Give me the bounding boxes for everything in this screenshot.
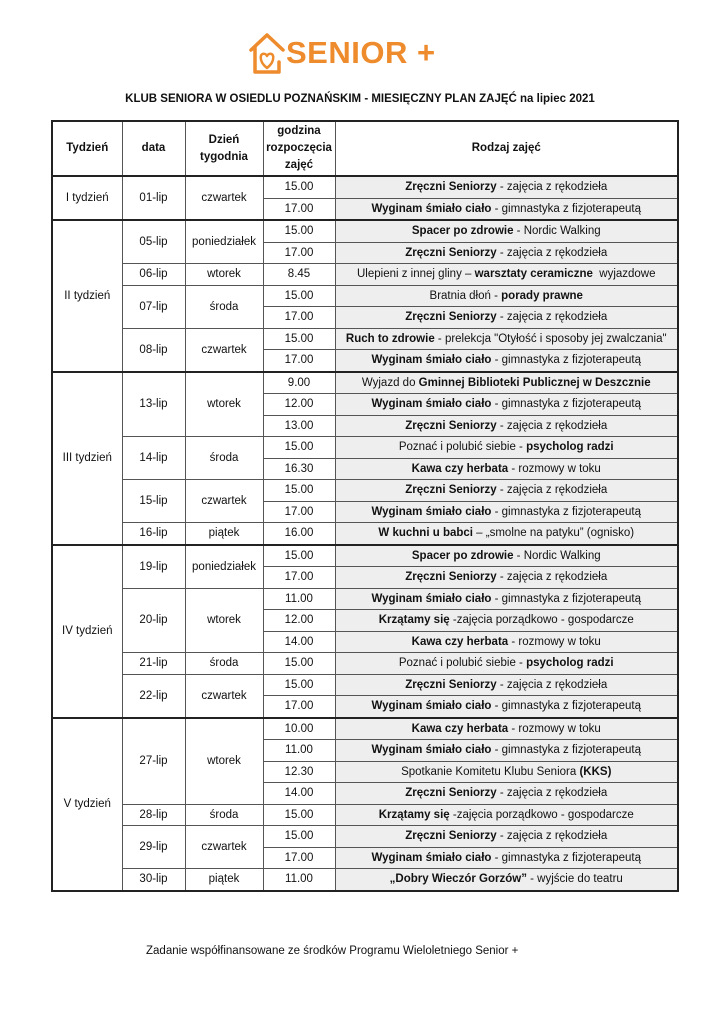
time-cell: 17.00 xyxy=(263,350,335,372)
date-cell: 19-lip xyxy=(122,545,185,589)
activity-cell xyxy=(335,285,678,307)
time-cell: 17.00 xyxy=(263,307,335,329)
time-cell: 17.00 xyxy=(263,501,335,523)
time-cell: 15.00 xyxy=(263,220,335,242)
table-row xyxy=(52,285,678,307)
activity-title: Zręczni Seniorzy xyxy=(405,787,497,800)
activity-title: Kawa czy herbata xyxy=(411,635,509,648)
activity-title: Wyginam śmiało ciało xyxy=(371,744,492,757)
activity-title: (KKS) xyxy=(579,765,612,778)
activity-title: warsztaty ceramiczne xyxy=(474,268,593,281)
activity-title: Zręczni Seniorzy xyxy=(405,830,497,843)
weekday-cell: wtorek xyxy=(185,718,263,805)
activity-title: Wyginam śmiało ciało xyxy=(371,592,492,605)
activity-title: Krzątamy się xyxy=(378,808,450,821)
week-cell: V tydzień xyxy=(52,718,122,891)
time-cell: 16.00 xyxy=(263,523,335,545)
header-activity: Rodzaj zajęć xyxy=(335,121,678,176)
activity-title: Wyginam śmiało ciało xyxy=(371,851,492,864)
activity-title: Kawa czy herbata xyxy=(411,462,509,475)
activity-title: Zręczni Seniorzy xyxy=(405,246,497,259)
activity-cell xyxy=(335,328,678,350)
time-cell: 13.00 xyxy=(263,415,335,437)
activity-cell xyxy=(335,783,678,805)
activity-title: Wyginam śmiało ciało xyxy=(371,202,492,215)
time-cell: 12.00 xyxy=(263,610,335,632)
activity-description: – „smolne na patyku” (ognisko) xyxy=(472,527,635,540)
activity-description: - gimnastyka z fizjoterapeutą xyxy=(491,744,641,757)
weekday-cell: czwartek xyxy=(185,176,263,220)
activity-cell xyxy=(335,480,678,502)
activity-title: Gminnej Biblioteki Publicznej w Deszcznie xyxy=(418,376,651,389)
weekday-cell: czwartek xyxy=(185,826,263,869)
table-row xyxy=(52,653,678,675)
activity-cell xyxy=(335,176,678,198)
weekday-cell: środa xyxy=(185,437,263,480)
time-cell: 11.00 xyxy=(263,588,335,610)
table-row xyxy=(52,372,678,394)
activity-description: - rozmowy w toku xyxy=(508,635,601,648)
page-title: KLUB SENIORA W OSIEDLU POZNAŃSKIM - MIESIĘCZNY PLAN ZAJĘĆ na lipiec 2021 xyxy=(125,93,595,105)
time-cell: 17.00 xyxy=(263,198,335,220)
senior-plus-logo xyxy=(248,28,478,78)
activity-description: - gimnastyka z fizjoterapeutą xyxy=(491,202,641,215)
date-cell: 07-lip xyxy=(122,285,185,328)
time-cell: 15.00 xyxy=(263,285,335,307)
weekday-cell: wtorek xyxy=(185,588,263,653)
time-cell: 15.00 xyxy=(263,480,335,502)
activity-title: Zręczni Seniorzy xyxy=(405,181,497,194)
activity-cell xyxy=(335,523,678,545)
activity-prefix: Wyjazd do xyxy=(361,376,419,389)
activity-description: - zajęcia z rękodzieła xyxy=(496,787,608,800)
date-cell: 15-lip xyxy=(122,480,185,523)
activity-title: Zręczni Seniorzy xyxy=(405,484,497,497)
activity-title: Wyginam śmiało ciało xyxy=(371,505,492,518)
activity-cell xyxy=(335,220,678,242)
activity-title: W kuchni u babci xyxy=(378,527,473,540)
activity-cell xyxy=(335,198,678,220)
activity-description: - Nordic Walking xyxy=(513,549,601,562)
activity-cell xyxy=(335,350,678,372)
date-cell: 14-lip xyxy=(122,437,185,480)
activity-cell xyxy=(335,437,678,459)
activity-prefix: Bratnia dłoń - xyxy=(429,289,502,302)
weekday-cell: wtorek xyxy=(185,264,263,286)
time-cell: 17.00 xyxy=(263,242,335,264)
weekday-cell: środa xyxy=(185,653,263,675)
date-cell: 29-lip xyxy=(122,826,185,869)
time-cell: 8.45 xyxy=(263,264,335,286)
activity-title: Zręczni Seniorzy xyxy=(405,311,497,324)
time-cell: 14.00 xyxy=(263,783,335,805)
activity-cell xyxy=(335,826,678,848)
table-row xyxy=(52,264,678,286)
activity-title: Kawa czy herbata xyxy=(411,722,509,735)
activity-description: - zajęcia z rękodzieła xyxy=(496,571,608,584)
time-cell: 16.30 xyxy=(263,458,335,480)
time-cell: 14.00 xyxy=(263,631,335,653)
activity-description: - zajęcia z rękodzieła xyxy=(496,678,608,691)
weekday-cell: czwartek xyxy=(185,480,263,523)
activity-cell xyxy=(335,696,678,718)
activity-prefix: Poznać i polubić siebie - xyxy=(398,657,527,670)
table-header xyxy=(52,121,678,176)
activity-cell xyxy=(335,394,678,416)
activity-description: - Nordic Walking xyxy=(513,225,601,238)
activity-title: Wyginam śmiało ciało xyxy=(371,354,492,367)
activity-description: - zajęcia z rękodzieła xyxy=(496,419,608,432)
table-row xyxy=(52,176,678,198)
logo-text: SENIOR + xyxy=(286,35,436,70)
time-cell: 12.30 xyxy=(263,761,335,783)
activity-title: Spacer po zdrowie xyxy=(411,225,514,238)
date-cell: 13-lip xyxy=(122,372,185,437)
activity-description: - zajęcia z rękodzieła xyxy=(496,311,608,324)
activity-cell xyxy=(335,847,678,869)
time-cell: 15.00 xyxy=(263,328,335,350)
weekday-cell: wtorek xyxy=(185,372,263,437)
activity-cell xyxy=(335,264,678,286)
activity-description: wyjazdowe xyxy=(592,268,656,281)
table-row xyxy=(52,826,678,848)
activity-title: Krzątamy się xyxy=(378,614,450,627)
table-row xyxy=(52,480,678,502)
activity-description: - gimnastyka z fizjoterapeutą xyxy=(491,700,641,713)
activity-cell xyxy=(335,545,678,567)
activity-prefix: Spotkanie Komitetu Klubu Seniora xyxy=(401,765,580,778)
activity-description: -zajęcia porządkowo - gospodarcze xyxy=(449,808,634,821)
weekday-cell: czwartek xyxy=(185,328,263,372)
time-cell: 15.00 xyxy=(263,437,335,459)
activity-cell xyxy=(335,740,678,762)
activity-cell xyxy=(335,653,678,675)
header-week: Tydzień xyxy=(52,121,122,176)
activity-title: Zręczni Seniorzy xyxy=(405,678,497,691)
weekday-cell: czwartek xyxy=(185,674,263,718)
table-row xyxy=(52,523,678,545)
activity-cell xyxy=(335,718,678,740)
activity-title: Ruch to zdrowie xyxy=(345,332,435,345)
table-row xyxy=(52,869,678,891)
activity-title: Wyginam śmiało ciało xyxy=(371,398,492,411)
date-cell: 30-lip xyxy=(122,869,185,891)
table-body xyxy=(52,176,678,891)
date-cell: 06-lip xyxy=(122,264,185,286)
time-cell: 17.00 xyxy=(263,567,335,589)
activity-title: porady prawne xyxy=(501,289,583,302)
activity-prefix: Ulepieni z innej gliny – xyxy=(356,268,475,281)
date-cell: 27-lip xyxy=(122,718,185,805)
time-cell: 10.00 xyxy=(263,718,335,740)
activity-cell xyxy=(335,501,678,523)
table-row xyxy=(52,804,678,826)
time-cell: 15.00 xyxy=(263,545,335,567)
time-cell: 11.00 xyxy=(263,869,335,891)
header-day: Dzień tygodnia xyxy=(185,121,263,176)
activity-title: psycholog radzi xyxy=(526,441,614,454)
activity-description: - gimnastyka z fizjoterapeutą xyxy=(491,851,641,864)
date-cell: 21-lip xyxy=(122,653,185,675)
weekday-cell: piątek xyxy=(185,523,263,545)
date-cell: 22-lip xyxy=(122,674,185,718)
time-cell: 15.00 xyxy=(263,804,335,826)
table-row xyxy=(52,718,678,740)
activity-description: - rozmowy w toku xyxy=(508,722,601,735)
activity-cell xyxy=(335,610,678,632)
table-row xyxy=(52,437,678,459)
activity-description: - gimnastyka z fizjoterapeutą xyxy=(491,398,641,411)
date-cell: 05-lip xyxy=(122,220,185,264)
weekday-cell: poniedziałek xyxy=(185,545,263,589)
activity-title: Zręczni Seniorzy xyxy=(405,571,497,584)
activity-cell xyxy=(335,674,678,696)
table-row xyxy=(52,328,678,350)
time-cell: 15.00 xyxy=(263,653,335,675)
date-cell: 16-lip xyxy=(122,523,185,545)
time-cell: 15.00 xyxy=(263,674,335,696)
time-cell: 12.00 xyxy=(263,394,335,416)
activity-cell xyxy=(335,242,678,264)
week-cell: II tydzień xyxy=(52,220,122,372)
activity-title: Spacer po zdrowie xyxy=(411,549,514,562)
activity-cell xyxy=(335,804,678,826)
activity-cell xyxy=(335,631,678,653)
weekday-cell: poniedziałek xyxy=(185,220,263,264)
week-cell: IV tydzień xyxy=(52,545,122,718)
activity-title: Wyginam śmiało ciało xyxy=(371,700,492,713)
activity-description: -zajęcia porządkowo - gospodarcze xyxy=(449,614,634,627)
table-row xyxy=(52,588,678,610)
activity-title: psycholog radzi xyxy=(526,657,614,670)
date-cell: 20-lip xyxy=(122,588,185,653)
activity-prefix: Poznać i polubić siebie - xyxy=(398,441,527,454)
activity-cell xyxy=(335,869,678,891)
activity-description: - zajęcia z rękodzieła xyxy=(496,830,608,843)
activity-description: - zajęcia z rękodzieła xyxy=(496,181,608,194)
week-cell: III tydzień xyxy=(52,372,122,545)
time-cell: 15.00 xyxy=(263,176,335,198)
weekday-cell: środa xyxy=(185,285,263,328)
activity-cell xyxy=(335,415,678,437)
table-row xyxy=(52,220,678,242)
date-cell: 28-lip xyxy=(122,804,185,826)
activity-description: - zajęcia z rękodzieła xyxy=(496,246,608,259)
time-cell: 11.00 xyxy=(263,740,335,762)
weekday-cell: środa xyxy=(185,804,263,826)
activity-description: - gimnastyka z fizjoterapeutą xyxy=(491,505,641,518)
table-row xyxy=(52,674,678,696)
activity-cell xyxy=(335,588,678,610)
activity-description: - gimnastyka z fizjoterapeutą xyxy=(491,592,641,605)
activity-description: - wyjście do teatru xyxy=(526,873,623,886)
date-cell: 08-lip xyxy=(122,328,185,372)
week-cell: I tydzień xyxy=(52,176,122,220)
activity-cell xyxy=(335,372,678,394)
activity-title: „Dobry Wieczór Gorzów” xyxy=(389,873,527,886)
activity-cell xyxy=(335,761,678,783)
footer-note: Zadanie współfinansowane ze środków Programu Wieloletniego Senior + xyxy=(146,945,519,957)
activity-title: Zręczni Seniorzy xyxy=(405,419,497,432)
date-cell: 01-lip xyxy=(122,176,185,220)
header-date: data xyxy=(122,121,185,176)
house-heart-icon xyxy=(248,28,288,78)
time-cell: 17.00 xyxy=(263,696,335,718)
activity-cell xyxy=(335,458,678,480)
activity-description: - gimnastyka z fizjoterapeutą xyxy=(491,354,641,367)
header-time: godzina rozpoczęcia zajęć xyxy=(263,121,335,176)
activity-description: - prelekcja "Otyłość i sposoby jej zwalczania" xyxy=(434,332,667,345)
table-row xyxy=(52,545,678,567)
activity-cell xyxy=(335,307,678,329)
schedule-table xyxy=(51,120,679,892)
time-cell: 17.00 xyxy=(263,847,335,869)
activity-cell xyxy=(335,567,678,589)
weekday-cell: piątek xyxy=(185,869,263,891)
time-cell: 15.00 xyxy=(263,826,335,848)
time-cell: 9.00 xyxy=(263,372,335,394)
activity-description: - rozmowy w toku xyxy=(508,462,601,475)
activity-description: - zajęcia z rękodzieła xyxy=(496,484,608,497)
